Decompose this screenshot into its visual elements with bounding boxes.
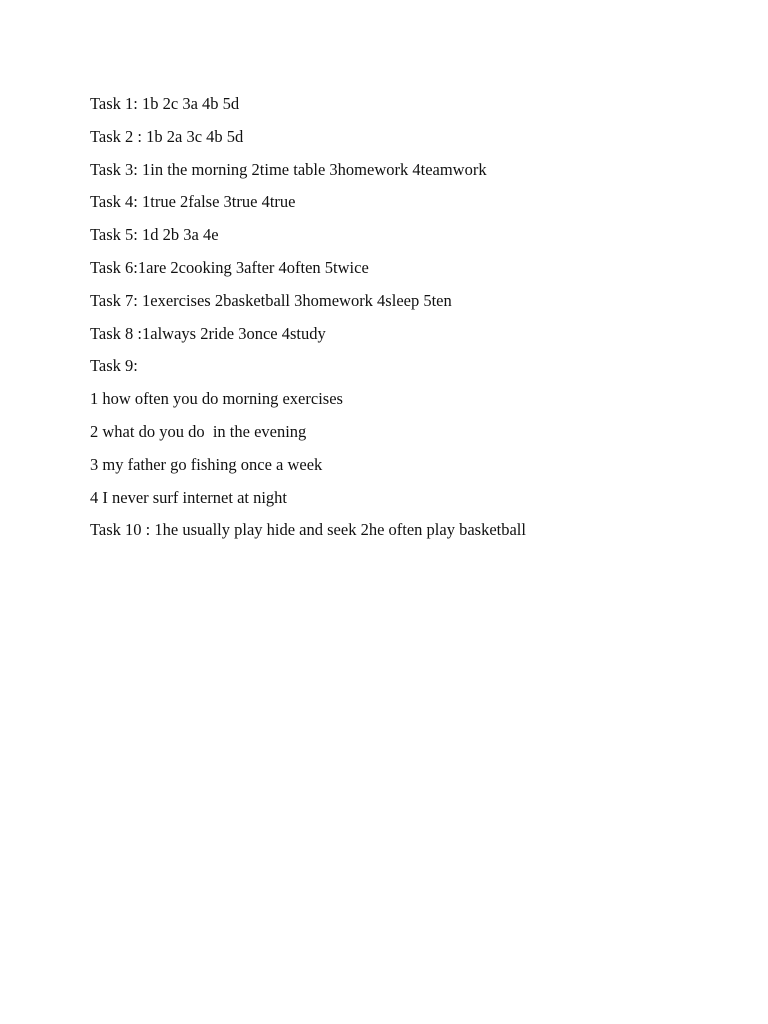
task-8-answers: Task 8 :1always 2ride 3once 4study [90, 323, 326, 343]
task-9-answer-1: 1 how often you do morning exercises [90, 389, 343, 409]
task-4-answers: Task 4: 1true 2false 3true 4true [90, 192, 296, 212]
task-9-answer-4: 4 I never surf internet at night [90, 487, 288, 507]
task-1-answers: Task 1: 1b 2c 3a 4b 5d [90, 94, 240, 113]
task-10-answers: Task 10 : 1he usually play hide and seek 2he often play basketball [90, 520, 526, 540]
task-5-answers: Task 5: 1d 2b 3a 4e [90, 225, 219, 245]
answer-key-text [90, 92, 730, 551]
task-9-heading: Task 9: [90, 356, 138, 376]
task-9-answer-2: 2 what do you do in the evening [90, 421, 307, 441]
task-7-answers: Task 7: 1exercises 2basketball 3homework 4sleep 5ten [90, 290, 452, 310]
task-2-answers: Task 2 : 1b 2a 3c 4b 5d [90, 126, 244, 146]
task-9-answer-3: 3 my father go fishing once a week [90, 454, 323, 474]
task-6-answers: Task 6:1are 2cooking 3after 4often 5twice [90, 257, 369, 277]
task-3-answers: Task 3: 1in the morning 2time table 3homework 4teamwork [90, 159, 487, 179]
